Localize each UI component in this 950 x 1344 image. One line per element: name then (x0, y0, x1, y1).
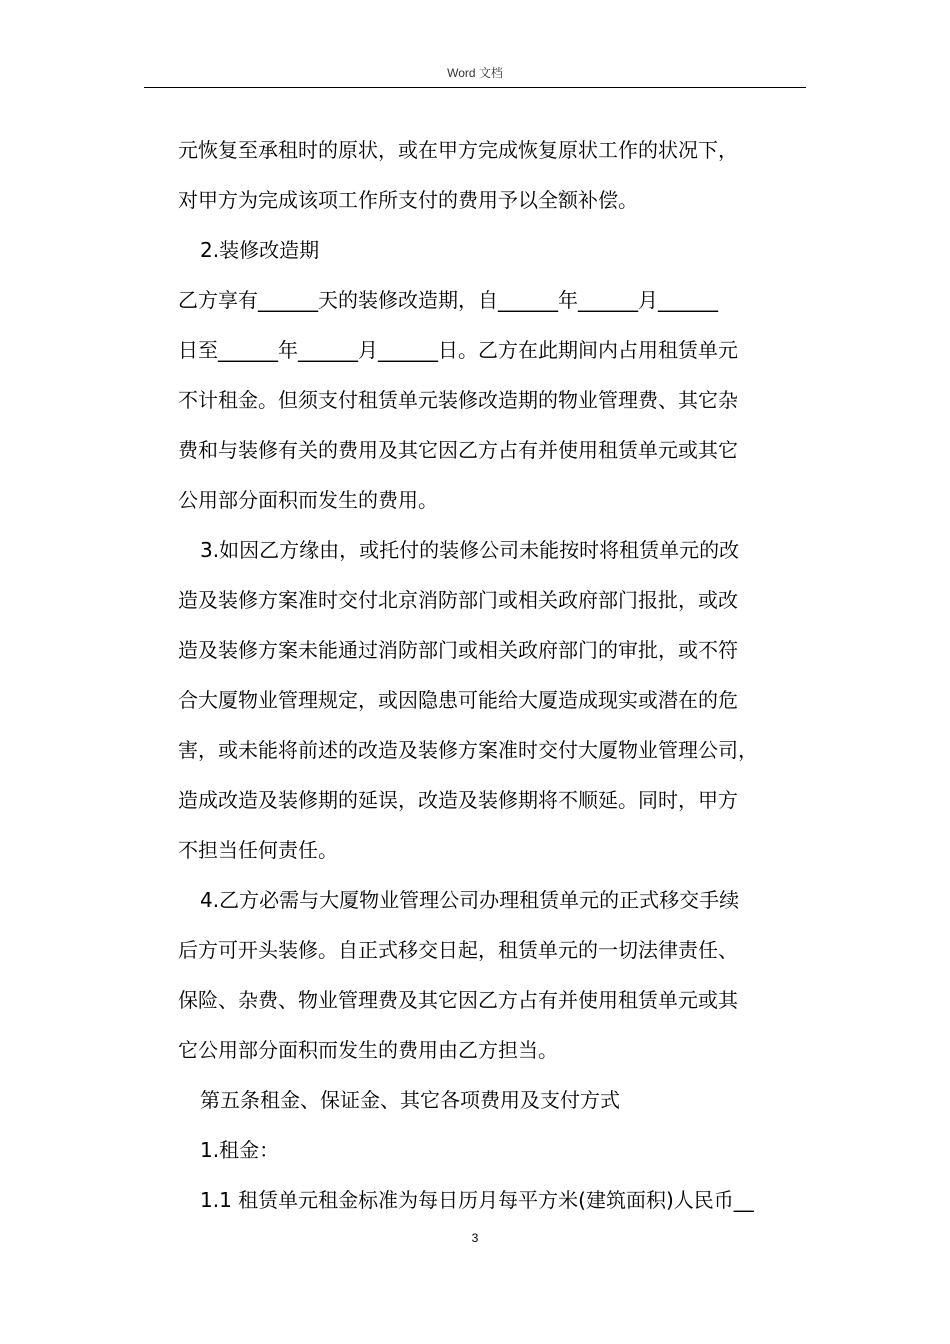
header-divider (144, 87, 806, 88)
text-line: 2.装修改造期 (200, 238, 320, 262)
text-line: 后方可开头装修。自正式移交日起，租赁单元的一切法律责任、 (178, 938, 738, 962)
text-line: 合大厦物业管理规定，或因隐患可能给大厦造成现实或潜在的危 (178, 688, 738, 712)
text-line: 元恢复至承租时的原状，或在甲方完成恢复原状工作的状况下， (178, 138, 738, 162)
page-header: Word 文档 (447, 66, 503, 80)
text-line: 不计租金。但须支付租赁单元装修改造期的物业管理费、其它杂 (178, 388, 738, 412)
text-line: 公用部分面积而发生的费用。 (178, 488, 438, 512)
text-line: 日至______年______月______日。乙方在此期间内占用租赁单元 (178, 338, 738, 362)
text-line: 费和与装修有关的费用及其它因乙方占有并使用租赁单元或其它 (178, 438, 738, 462)
document-body (178, 125, 818, 1225)
text-line: 乙方享有______天的装修改造期，自______年______月______ (178, 288, 718, 312)
page-number: 3 (471, 1231, 479, 1245)
text-line: 造成改造及装修期的延误，改造及装修期将不顺延。同时，甲方 (178, 788, 738, 812)
text-line: 造及装修方案未能通过消防部门或相关政府部门的审批，或不符 (178, 638, 738, 662)
text-line: 4.乙方必需与大厦物业管理公司办理租赁单元的正式移交手续 (200, 888, 740, 912)
text-line: 1.1 租赁单元租金标准为每日历月每平方米(建筑面积)人民币__ (200, 1188, 754, 1212)
text-line: 它公用部分面积而发生的费用由乙方担当。 (178, 1038, 558, 1062)
text-line: 害，或未能将前述的改造及装修方案准时交付大厦物业管理公司， (178, 738, 758, 762)
text-line: 3.如因乙方缘由，或托付的装修公司未能按时将租赁单元的改 (200, 538, 740, 562)
text-line: 造及装修方案准时交付北京消防部门或相关政府部门报批，或改 (178, 588, 738, 612)
text-line: 对甲方为完成该项工作所支付的费用予以全额补偿。 (178, 188, 638, 212)
text-line: 第五条租金、保证金、其它各项费用及支付方式 (200, 1088, 620, 1112)
text-line: 1.租金： (200, 1138, 280, 1162)
text-line: 不担当任何责任。 (178, 838, 338, 862)
text-line: 保险、杂费、物业管理费及其它因乙方占有并使用租赁单元或其 (178, 988, 738, 1012)
